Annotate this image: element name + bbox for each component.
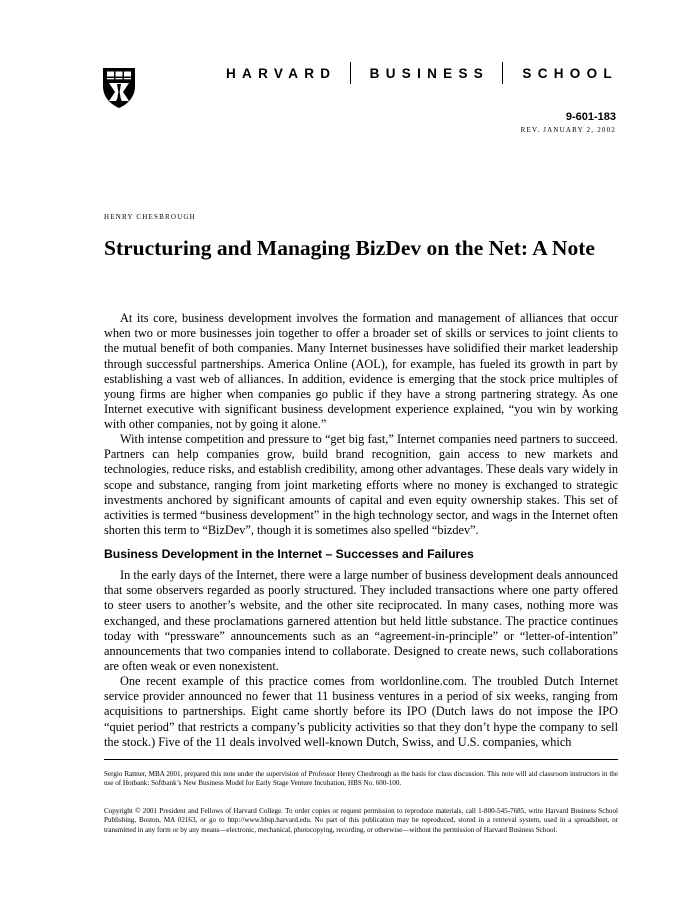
copyright-notice: Copyright © 2001 President and Fellows of Harvard College. To order copies or request permission to reproduce materials, call 1-800-545-7685, write Harvard Business School Publishing, Boston, MA 02163, or go to http://www.hbsp.harvard.edu. No part of this publication may be reproduced, stored in a retrieval system, used in a spreadsheet, or transmitted in any form or by any means—electronic, mechanical, photocopying, recording, or otherwise—without the permission of Harvard Business School.: [104, 807, 618, 834]
section-heading: Business Development in the Internet – Successes and Failures: [104, 547, 474, 561]
footnote-divider: [104, 759, 618, 760]
document-title: Structuring and Managing BizDev on the Net: A Note: [104, 236, 595, 260]
harvard-shield-icon: [102, 67, 136, 109]
revision-date: REV. JANUARY 2, 2002: [520, 126, 616, 134]
body-paragraph: One recent example of this practice comes from worldonline.com. The troubled Dutch Internet service provider announced no fewer that 11 business ventures in a period of six weeks, ranging from acquisitions to partnerships. Eight came shortly before its IPO (Dutch laws do not impose the IPO “quiet period” that restricts a company’s publicity activities so that they don’t hype the company to sell the stock.) Five of the 11 deals involved well-known Dutch, Swiss, and U.S. companies, which: [104, 674, 618, 749]
masthead-word-harvard: HARVARD: [226, 65, 337, 81]
body-paragraph: In the early days of the Internet, there were a large number of business development deals announced that some observers regarded as poorly structured. They included transactions where one party offered to steer users to another’s website, and the other site reciprocated. In many cases, nothing more was exchanged, and these proclamations garnered attention but held little substance. The practice continues today with “pressware” announcements such as an “agreement-in-principle” or “letter-of-intention” announcements that two companies intend to collaborate. Designed to create news, such collaborations are often weak or even nonexistent.: [104, 568, 618, 674]
masthead-word-school: SCHOOL: [522, 65, 618, 81]
case-number: 9-601-183: [565, 111, 616, 123]
body-paragraph: With intense competition and pressure to “get big fast,” Internet companies need partners to succeed. Partners can help companies grow, build brand recognition, gain access to new markets and technologies, reduce risks, and establish credibility, among other advantages. These deals vary widely in scope and substance, ranging from joint marketing efforts where no money is exchanged to strategic investments anchored by significant amounts of capital and even equity ownership stakes. This set of activities is termed “business development” in the high technology sector, and wags in the Internet often shorten this term to “BizDev”, though it is sometimes also spelled “bizdev”.: [104, 432, 618, 538]
author-name: HENRY CHESBROUGH: [104, 213, 196, 221]
authorship-footnote: Sergio Rattner, MBA 2001, prepared this note under the supervision of Professor Henry Chesbrough as the basis for class discussion. This note will aid classroom instructors in the use of Hotbank: Softbank’s New Business Model for Early Stage Venture Incubation, HBS No. 600-100.: [104, 770, 618, 788]
body-paragraph: At its core, business development involves the formation and management of alliances that occur when two or more businesses join together to offer a broader set of skills or services to joint clients to the mutual benefit of both companies. Many Internet businesses have solidified their market leadership through successful partnerships. America Online (AOL), for example, has fueled its growth in part by establishing a vast web of alliances. In addition, evidence is emerging that the stock price multiples of young firms are higher when companies go public if they have a strong partnering strategy. As one Internet executive with significant business development experience explained, “you win by working with other companies, not by going it alone.”: [104, 311, 618, 432]
masthead-divider: [502, 62, 503, 84]
institution-masthead: [226, 62, 618, 84]
masthead-word-business: BUSINESS: [369, 65, 490, 81]
masthead-divider: [350, 62, 351, 84]
